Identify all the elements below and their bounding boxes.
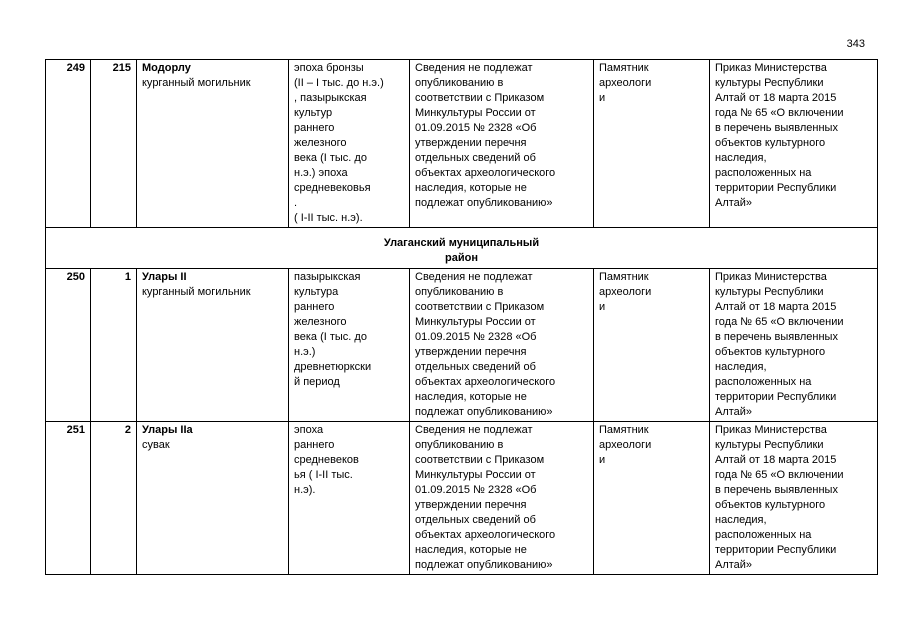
document-line: культуры Республики — [715, 77, 824, 89]
dating-line: (II – I тыс. до н.э.) — [294, 77, 384, 89]
dating-line: культура — [294, 286, 339, 298]
address-line: 01.09.2015 № 2328 «Об — [415, 331, 537, 343]
dating-line: й период — [294, 376, 340, 388]
dating-cell — [289, 269, 410, 422]
dating-line: пазырыкская — [294, 271, 361, 283]
document-line: в перечень выявленных — [715, 331, 838, 343]
rows-after-section — [46, 269, 878, 575]
dating-line: н.э.) эпоха — [294, 167, 348, 179]
object-name-cell — [137, 269, 289, 422]
address-line: отдельных сведений об — [415, 152, 536, 164]
dating-line: раннего — [294, 301, 335, 313]
address-line: утверждении перечня — [415, 499, 527, 511]
document-line: территории Республики — [715, 182, 837, 194]
category-line: и — [599, 301, 606, 313]
document-line: наследия, — [715, 361, 767, 373]
category-cell — [594, 269, 710, 422]
dating-line: ья ( I-II тыс. — [294, 469, 353, 481]
address-cell — [410, 269, 594, 422]
row-number: 249 — [46, 60, 91, 228]
document-line: расположенных на — [715, 376, 812, 388]
document-line: наследия, — [715, 152, 767, 164]
dating-line: средневеков — [294, 454, 359, 466]
address-line: наследия, которые не — [415, 544, 527, 556]
dating-line: века (I тыс. до — [294, 152, 367, 164]
row-number: 250 — [46, 269, 91, 422]
district-title — [51, 236, 872, 266]
document-line: Алтай от 18 марта 2015 — [715, 301, 837, 313]
heritage-register-table — [45, 59, 878, 575]
address-line: подлежат опубликованию» — [415, 406, 553, 418]
dating-line: культур — [294, 107, 333, 119]
district-section — [46, 228, 878, 269]
dating-line: н.э.) — [294, 346, 316, 358]
document-cell — [710, 269, 878, 422]
address-line: 01.09.2015 № 2328 «Об — [415, 484, 537, 496]
dating-line: . — [294, 197, 298, 209]
address-line: опубликованию в — [415, 286, 504, 298]
page-number: 343 — [846, 38, 865, 50]
document-cell — [710, 422, 878, 575]
address-line: объектах археологического — [415, 376, 556, 388]
address-line: утверждении перечня — [415, 346, 527, 358]
document-line: Алтай от 18 марта 2015 — [715, 92, 837, 104]
document-line: года № 65 «О включении — [715, 469, 844, 481]
address-line: подлежат опубликованию» — [415, 197, 553, 209]
category-cell — [594, 60, 710, 228]
dating-line: ( I-II тыс. н.э). — [294, 212, 363, 224]
document-line: территории Республики — [715, 544, 837, 556]
object-name: Улары IIа — [142, 424, 193, 436]
district-header-cell — [46, 228, 878, 269]
dating-cell — [289, 422, 410, 575]
category-line: археологи — [599, 286, 652, 298]
row-index: 2 — [91, 422, 137, 575]
address-line: объектах археологического — [415, 167, 556, 179]
document-line: Алтай» — [715, 406, 753, 418]
object-name: Модорлу — [142, 62, 191, 74]
document-line: наследия, — [715, 514, 767, 526]
document-line: объектов культурного — [715, 137, 826, 149]
dating-line: средневековья — [294, 182, 371, 194]
document-line: Алтай» — [715, 559, 753, 571]
address-line: отдельных сведений об — [415, 361, 536, 373]
table-row — [46, 269, 878, 422]
document-line: объектов культурного — [715, 499, 826, 511]
dating-line: эпоха бронзы — [294, 62, 364, 74]
dating-line: раннего — [294, 439, 335, 451]
document-line: в перечень выявленных — [715, 122, 838, 134]
dating-line: железного — [294, 316, 347, 328]
object-type: курганный могильник — [142, 286, 251, 298]
document-line: Приказ Министерства — [715, 62, 827, 74]
dating-line: железного — [294, 137, 347, 149]
address-line: утверждении перечня — [415, 137, 527, 149]
rows-before-section — [46, 60, 878, 228]
address-line: подлежат опубликованию» — [415, 559, 553, 571]
document-cell — [710, 60, 878, 228]
district-title-line: район — [445, 252, 478, 264]
document-line: Алтай от 18 марта 2015 — [715, 454, 837, 466]
address-line: Сведения не подлежат — [415, 271, 533, 283]
row-number: 251 — [46, 422, 91, 575]
document-line: Приказ Министерства — [715, 271, 827, 283]
document-line: в перечень выявленных — [715, 484, 838, 496]
category-line: археологи — [599, 439, 652, 451]
address-line: Минкультуры России от — [415, 316, 536, 328]
category-line: Памятник — [599, 424, 649, 436]
dating-cell — [289, 60, 410, 228]
dating-line: эпоха — [294, 424, 324, 436]
dating-line: , пазырыкская — [294, 92, 367, 104]
district-header-row — [46, 228, 878, 269]
object-name: Улары II — [142, 271, 187, 283]
document-line: территории Республики — [715, 391, 837, 403]
object-type: курганный могильник — [142, 77, 251, 89]
address-cell — [410, 422, 594, 575]
dating-line: раннего — [294, 122, 335, 134]
category-line: и — [599, 454, 606, 466]
document-line: Приказ Министерства — [715, 424, 827, 436]
dating-line: н.э). — [294, 484, 316, 496]
object-name-cell — [137, 60, 289, 228]
address-cell — [410, 60, 594, 228]
address-line: соответствии с Приказом — [415, 454, 545, 466]
address-line: Сведения не подлежат — [415, 424, 533, 436]
object-type: сувак — [142, 439, 170, 451]
address-line: наследия, которые не — [415, 182, 527, 194]
document-line: расположенных на — [715, 167, 812, 179]
document-line: расположенных на — [715, 529, 812, 541]
category-line: Памятник — [599, 271, 649, 283]
category-line: археологи — [599, 77, 652, 89]
table-row — [46, 422, 878, 575]
address-line: наследия, которые не — [415, 391, 527, 403]
address-line: опубликованию в — [415, 77, 504, 89]
row-index: 1 — [91, 269, 137, 422]
category-line: Памятник — [599, 62, 649, 74]
address-line: Сведения не подлежат — [415, 62, 533, 74]
row-index: 215 — [91, 60, 137, 228]
document-line: года № 65 «О включении — [715, 107, 844, 119]
document-line: Алтай» — [715, 197, 753, 209]
address-line: соответствии с Приказом — [415, 301, 545, 313]
document-line: культуры Республики — [715, 286, 824, 298]
address-line: опубликованию в — [415, 439, 504, 451]
object-name-cell — [137, 422, 289, 575]
table-row — [46, 60, 878, 228]
category-cell — [594, 422, 710, 575]
dating-line: века (I тыс. до — [294, 331, 367, 343]
document-line: года № 65 «О включении — [715, 316, 844, 328]
district-title-line: Улаганский муниципальный — [383, 237, 540, 249]
address-line: 01.09.2015 № 2328 «Об — [415, 122, 537, 134]
address-line: соответствии с Приказом — [415, 92, 545, 104]
document-line: культуры Республики — [715, 439, 824, 451]
address-line: Минкультуры России от — [415, 469, 536, 481]
address-line: объектах археологического — [415, 529, 556, 541]
category-line: и — [599, 92, 606, 104]
address-line: отдельных сведений об — [415, 514, 536, 526]
document-line: объектов культурного — [715, 346, 826, 358]
dating-line: древнетюркски — [294, 361, 372, 373]
address-line: Минкультуры России от — [415, 107, 536, 119]
